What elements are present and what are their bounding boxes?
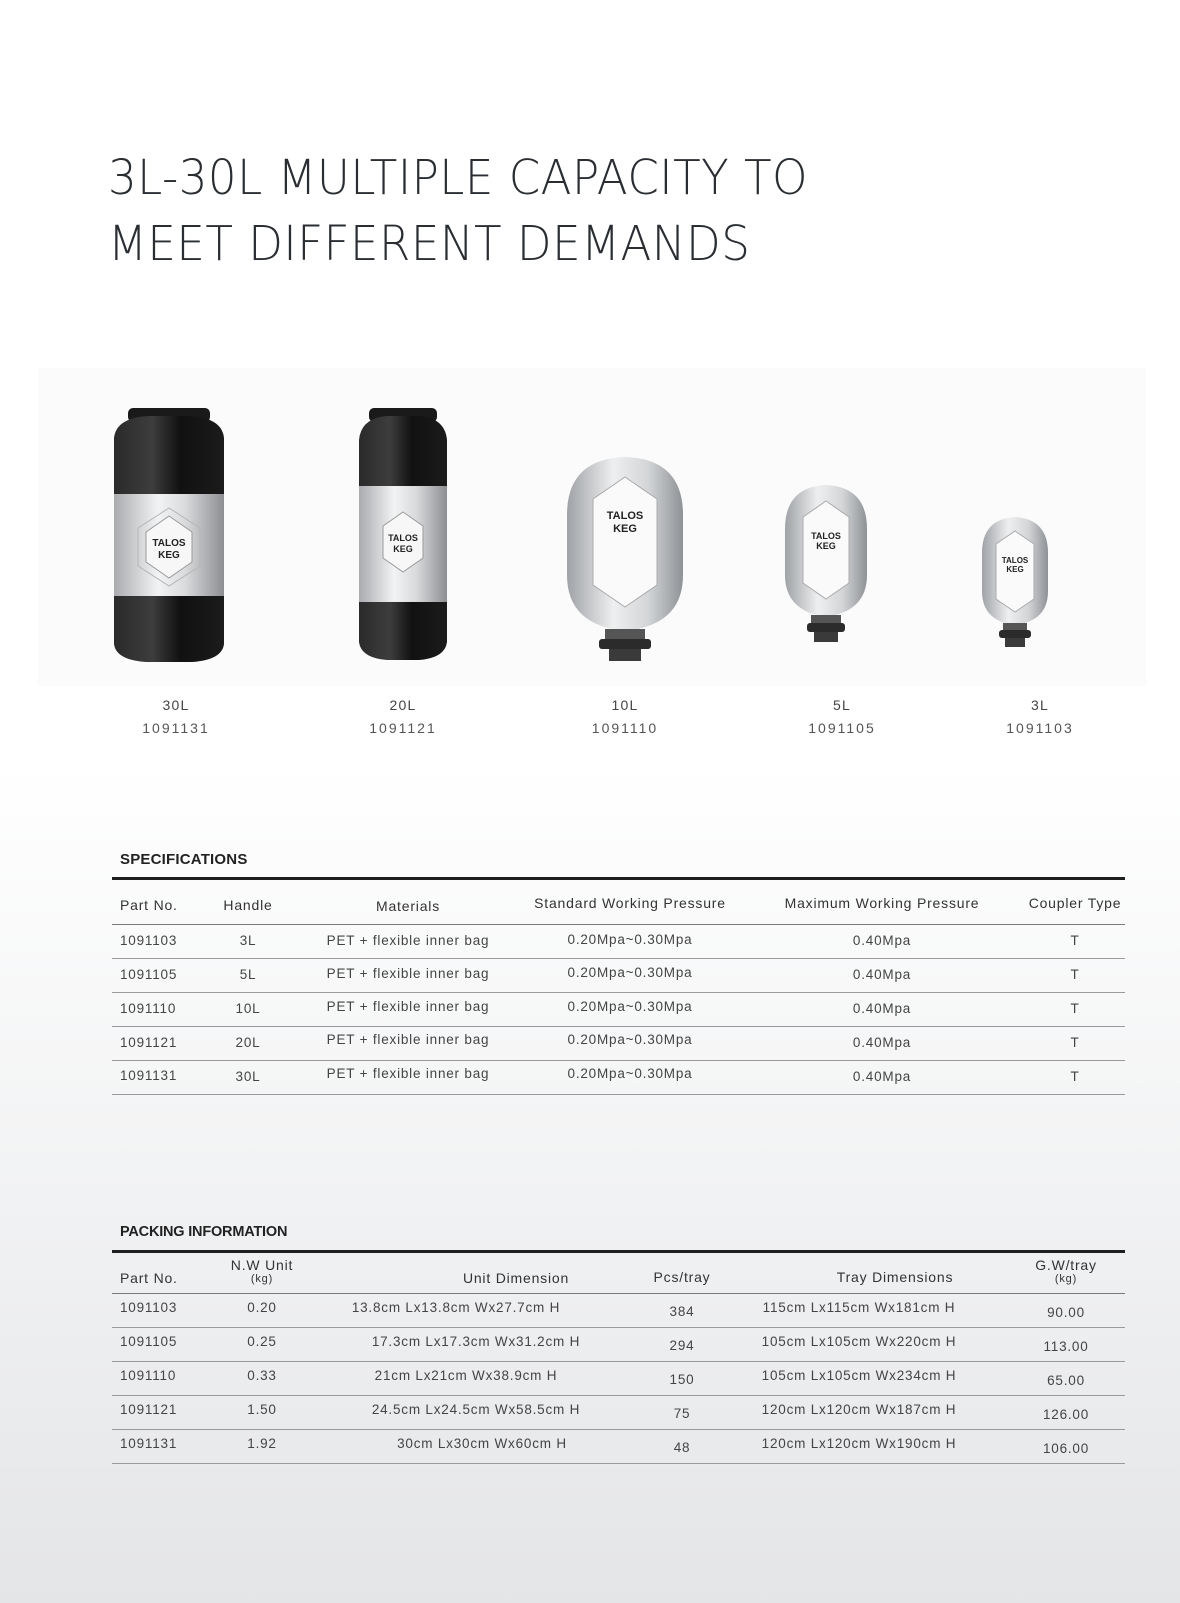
packing-table: [112, 1250, 1125, 1464]
svg-text:TALOS: TALOS: [606, 510, 644, 522]
product-size: 30L: [162, 697, 190, 713]
col-nw-unit-kg: (kg): [250, 1273, 274, 1285]
page-title-line-2: MEET DIFFERENT DEMANDS: [108, 216, 751, 272]
cell-materials: PET + flexible inner bag: [326, 1032, 490, 1047]
table-row: [112, 1430, 1125, 1464]
cell-unit-dimension: 13.8cm Lx13.8cm Wx27.7cm H: [351, 1300, 561, 1315]
cell-tray-dimensions: 105cm Lx105cm Wx220cm H: [761, 1334, 957, 1349]
cell-pcs-tray: 150: [669, 1372, 695, 1387]
product-caption-20l: [333, 697, 473, 736]
cell-unit-dimension: 17.3cm Lx17.3cm Wx31.2cm H: [371, 1334, 581, 1349]
keg-30l-image: [108, 408, 230, 666]
cell-maximum-pressure: 0.40Mpa: [852, 1069, 912, 1084]
cell-coupler-type: T: [1070, 933, 1080, 948]
svg-text:TALOS: TALOS: [152, 538, 186, 549]
cell-standard-pressure: 0.20Mpa~0.30Mpa: [567, 1066, 693, 1081]
table-row: [112, 925, 1125, 959]
cell-part-no: 1091110: [120, 1368, 177, 1383]
cell-unit-dimension: 24.5cm Lx24.5cm Wx58.5cm H: [371, 1402, 581, 1417]
cell-part-no: 1091121: [120, 1402, 178, 1417]
cell-unit-dimension: 21cm Lx21cm Wx38.9cm H: [374, 1368, 558, 1383]
cell-handle: 10L: [235, 1001, 261, 1016]
cell-standard-pressure: 0.20Mpa~0.30Mpa: [567, 932, 693, 947]
cell-handle: 20L: [235, 1035, 261, 1050]
table-row: [112, 959, 1125, 993]
col-pcs-tray: Pcs/tray: [653, 1269, 711, 1285]
table-row: [112, 1294, 1125, 1328]
cell-handle: 30L: [235, 1069, 261, 1084]
svg-text:TALOS: TALOS: [1001, 556, 1029, 565]
cell-part-no: 1091105: [120, 967, 178, 982]
cell-pcs-tray: 75: [673, 1406, 691, 1421]
product-size: 10L: [611, 697, 639, 713]
cell-standard-pressure: 0.20Mpa~0.30Mpa: [567, 1032, 693, 1047]
cell-part-no: 1091103: [120, 933, 178, 948]
cell-nw-unit: 1.92: [247, 1436, 277, 1451]
cell-tray-dimensions: 120cm Lx120cm Wx187cm H: [761, 1402, 957, 1417]
keg-5l-image: [783, 483, 869, 645]
cell-part-no: 1091121: [120, 1035, 178, 1050]
cell-pcs-tray: 384: [669, 1304, 695, 1319]
page-title-line-1: 3L-30L MULTIPLE CAPACITY TO: [108, 150, 808, 206]
page-title: [108, 145, 808, 277]
cell-standard-pressure: 0.20Mpa~0.30Mpa: [567, 999, 693, 1014]
table-header-row: [112, 1253, 1125, 1294]
col-gw-tray: [1035, 1257, 1097, 1285]
cell-materials: PET + flexible inner bag: [326, 966, 490, 981]
col-part-no: Part No.: [120, 1270, 178, 1286]
svg-text:KEG: KEG: [613, 523, 637, 535]
col-standard-pressure: Standard Working Pressure: [534, 895, 726, 911]
table-row: [112, 1061, 1125, 1095]
table-row: [112, 1328, 1125, 1362]
cell-gw-tray: 113.00: [1043, 1339, 1089, 1354]
product-caption-10l: [555, 697, 695, 736]
product-size: 20L: [389, 697, 417, 713]
keg-10l-image: [565, 455, 685, 667]
cell-tray-dimensions: 105cm Lx105cm Wx234cm H: [761, 1368, 957, 1383]
product-part-number: 1091105: [808, 720, 876, 736]
cell-tray-dimensions: 120cm Lx120cm Wx190cm H: [761, 1436, 957, 1451]
cell-handle: 3L: [239, 933, 257, 948]
product-part-number: 1091131: [142, 720, 210, 736]
col-tray-dimensions: Tray Dimensions: [836, 1269, 954, 1285]
cell-nw-unit: 1.50: [247, 1402, 277, 1417]
cell-gw-tray: 90.00: [1047, 1305, 1085, 1320]
cell-materials: PET + flexible inner bag: [326, 1066, 490, 1081]
col-maximum-pressure: Maximum Working Pressure: [784, 895, 980, 911]
table-row: [112, 1362, 1125, 1396]
product-part-number: 1091110: [591, 720, 659, 736]
cell-part-no: 1091131: [120, 1436, 178, 1451]
cell-maximum-pressure: 0.40Mpa: [852, 1001, 912, 1016]
product-caption-30l: [106, 697, 246, 736]
product-part-number: 1091121: [369, 720, 437, 736]
table-row: [112, 1027, 1125, 1061]
table-header-row: [112, 880, 1125, 925]
cell-gw-tray: 65.00: [1047, 1373, 1085, 1388]
svg-text:TALOS: TALOS: [388, 533, 418, 543]
col-gw-tray-kg: (kg): [1054, 1273, 1078, 1285]
packing-heading: PACKING INFORMATION: [120, 1224, 288, 1240]
col-coupler-type: Coupler Type: [1028, 895, 1122, 911]
product-caption-5l: [772, 697, 912, 736]
col-part-no: Part No.: [120, 897, 178, 913]
keg-20l-image: [355, 408, 451, 666]
cell-part-no: 1091110: [120, 1001, 177, 1016]
cell-part-no: 1091131: [120, 1068, 178, 1083]
cell-coupler-type: T: [1070, 1035, 1080, 1050]
cell-materials: PET + flexible inner bag: [326, 999, 490, 1014]
cell-coupler-type: T: [1070, 967, 1080, 982]
svg-text:KEG: KEG: [816, 541, 836, 551]
specifications-table: [112, 877, 1125, 1095]
svg-text:TALOS: TALOS: [811, 531, 841, 541]
product-part-number: 1091103: [1006, 720, 1074, 736]
product-size: 3L: [1031, 697, 1049, 713]
svg-text:KEG: KEG: [158, 550, 180, 561]
table-row: [112, 993, 1125, 1027]
cell-part-no: 1091105: [120, 1334, 178, 1349]
cell-maximum-pressure: 0.40Mpa: [852, 967, 912, 982]
cell-part-no: 1091103: [120, 1300, 178, 1315]
cell-nw-unit: 0.25: [247, 1334, 277, 1349]
cell-maximum-pressure: 0.40Mpa: [852, 1035, 912, 1050]
product-caption-3l: [970, 697, 1110, 736]
cell-pcs-tray: 48: [673, 1440, 691, 1455]
col-unit-dimension: Unit Dimension: [462, 1270, 570, 1286]
cell-nw-unit: 0.33: [247, 1368, 277, 1383]
keg-3l-image: [980, 515, 1050, 651]
cell-coupler-type: T: [1070, 1069, 1080, 1084]
col-nw-unit-label: N.W Unit: [230, 1257, 294, 1273]
specifications-heading: SPECIFICATIONS: [120, 851, 248, 868]
cell-materials: PET + flexible inner bag: [326, 933, 490, 948]
cell-standard-pressure: 0.20Mpa~0.30Mpa: [567, 965, 693, 980]
col-handle: Handle: [223, 897, 273, 913]
col-gw-tray-label: G.W/tray: [1035, 1257, 1097, 1273]
cell-nw-unit: 0.20: [247, 1300, 277, 1315]
table-row: [112, 1396, 1125, 1430]
cell-pcs-tray: 294: [669, 1338, 695, 1353]
col-nw-unit: [231, 1257, 293, 1285]
cell-coupler-type: T: [1070, 1001, 1080, 1016]
cell-gw-tray: 126.00: [1042, 1407, 1090, 1422]
cell-handle: 5L: [239, 967, 257, 982]
svg-text:KEG: KEG: [393, 544, 413, 554]
product-size: 5L: [833, 697, 851, 713]
cell-gw-tray: 106.00: [1042, 1441, 1090, 1456]
cell-tray-dimensions: 115cm Lx115cm Wx181cm H: [762, 1300, 956, 1315]
svg-text:KEG: KEG: [1006, 565, 1024, 574]
cell-maximum-pressure: 0.40Mpa: [852, 933, 912, 948]
cell-unit-dimension: 30cm Lx30cm Wx60cm H: [397, 1436, 567, 1451]
col-materials: Materials: [376, 898, 440, 914]
